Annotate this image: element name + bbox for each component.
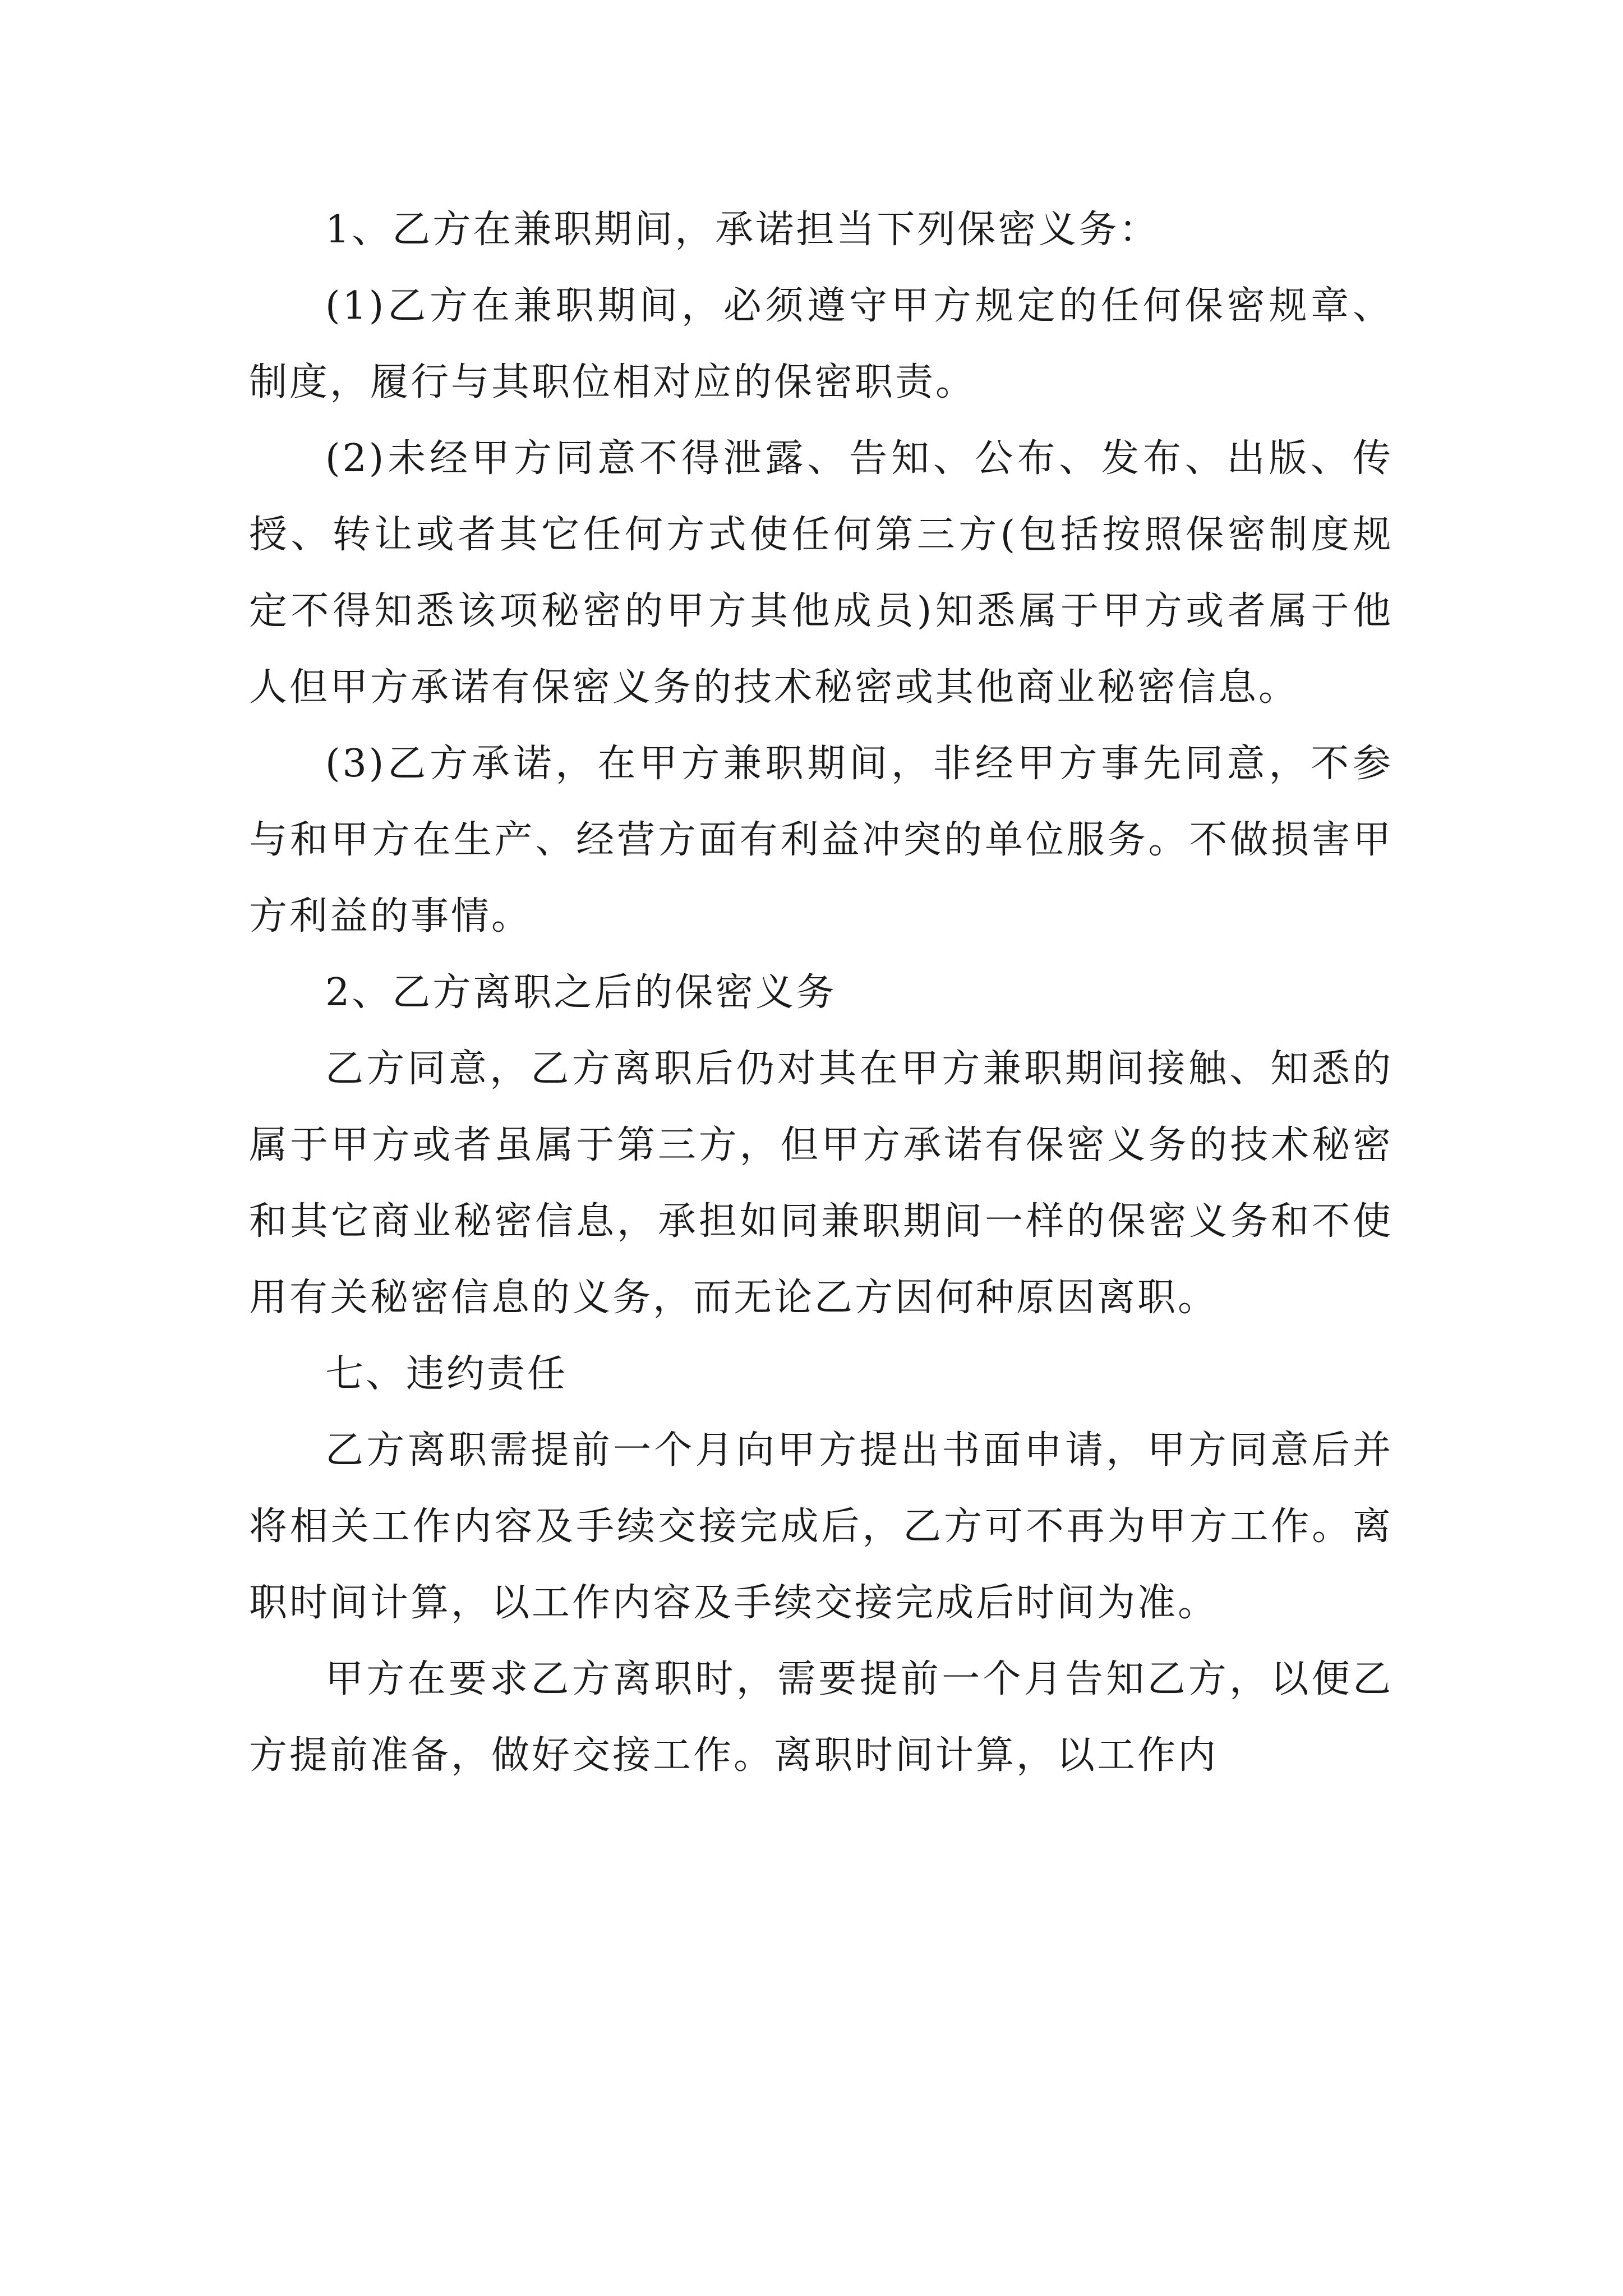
paragraph-7: 甲方在要求乙方离职时，需要提前一个月告知乙方，以便乙方提前准备，做好交接工作。离职时间计算，以工作内 [249, 1657, 1393, 1778]
paragraph-6: 乙方离职需提前一个月向甲方提出书面申请，甲方同意后并将相关工作内容及手续交接完成后，乙方可不再为甲方工作。离职时间计算，以工作内容及手续交接完成后时间为准。 [249, 1428, 1393, 1625]
paragraph-1: 1、乙方在兼职期间，承诺担当下列保密义务： [325, 208, 1160, 252]
paragraph-3: (2)未经甲方同意不得泄露、告知、公布、发布、出版、传授、转让或者其它任何方式使任何第三方(包括按照保密制度规定不得知悉该项秘密的甲方其他成员)知悉属于甲方或者属于他人但甲方承诺有保密义务的技术秘密或其他商业秘密信息。 [249, 436, 1393, 710]
paragraph-5: 乙方同意，乙方离职后仍对其在甲方兼职期间接触、知悉的属于甲方或者虽属于第三方，但甲方承诺有保密义务的技术秘密和其它商业秘密信息，承担如同兼职期间一样的保密义务和不使用有关秘密信息的义务，而无论乙方因何种原因离职。 [249, 1047, 1393, 1320]
section-heading-breach-liability: 七、违约责任 [325, 1352, 568, 1396]
paragraph-4: (3)乙方承诺，在甲方兼职期间，非经甲方事先同意，不参与和甲方在生产、经营方面有利益冲突的单位服务。不做损害甲方利益的事情。 [249, 742, 1393, 938]
document-body [249, 192, 1393, 1794]
section-heading-departure-obligations: 2、乙方离职之后的保密义务 [325, 970, 837, 1015]
paragraph-2: (1)乙方在兼职期间，必须遵守甲方规定的任何保密规章、制度，履行与其职位相对应的保密职责。 [249, 284, 1393, 404]
